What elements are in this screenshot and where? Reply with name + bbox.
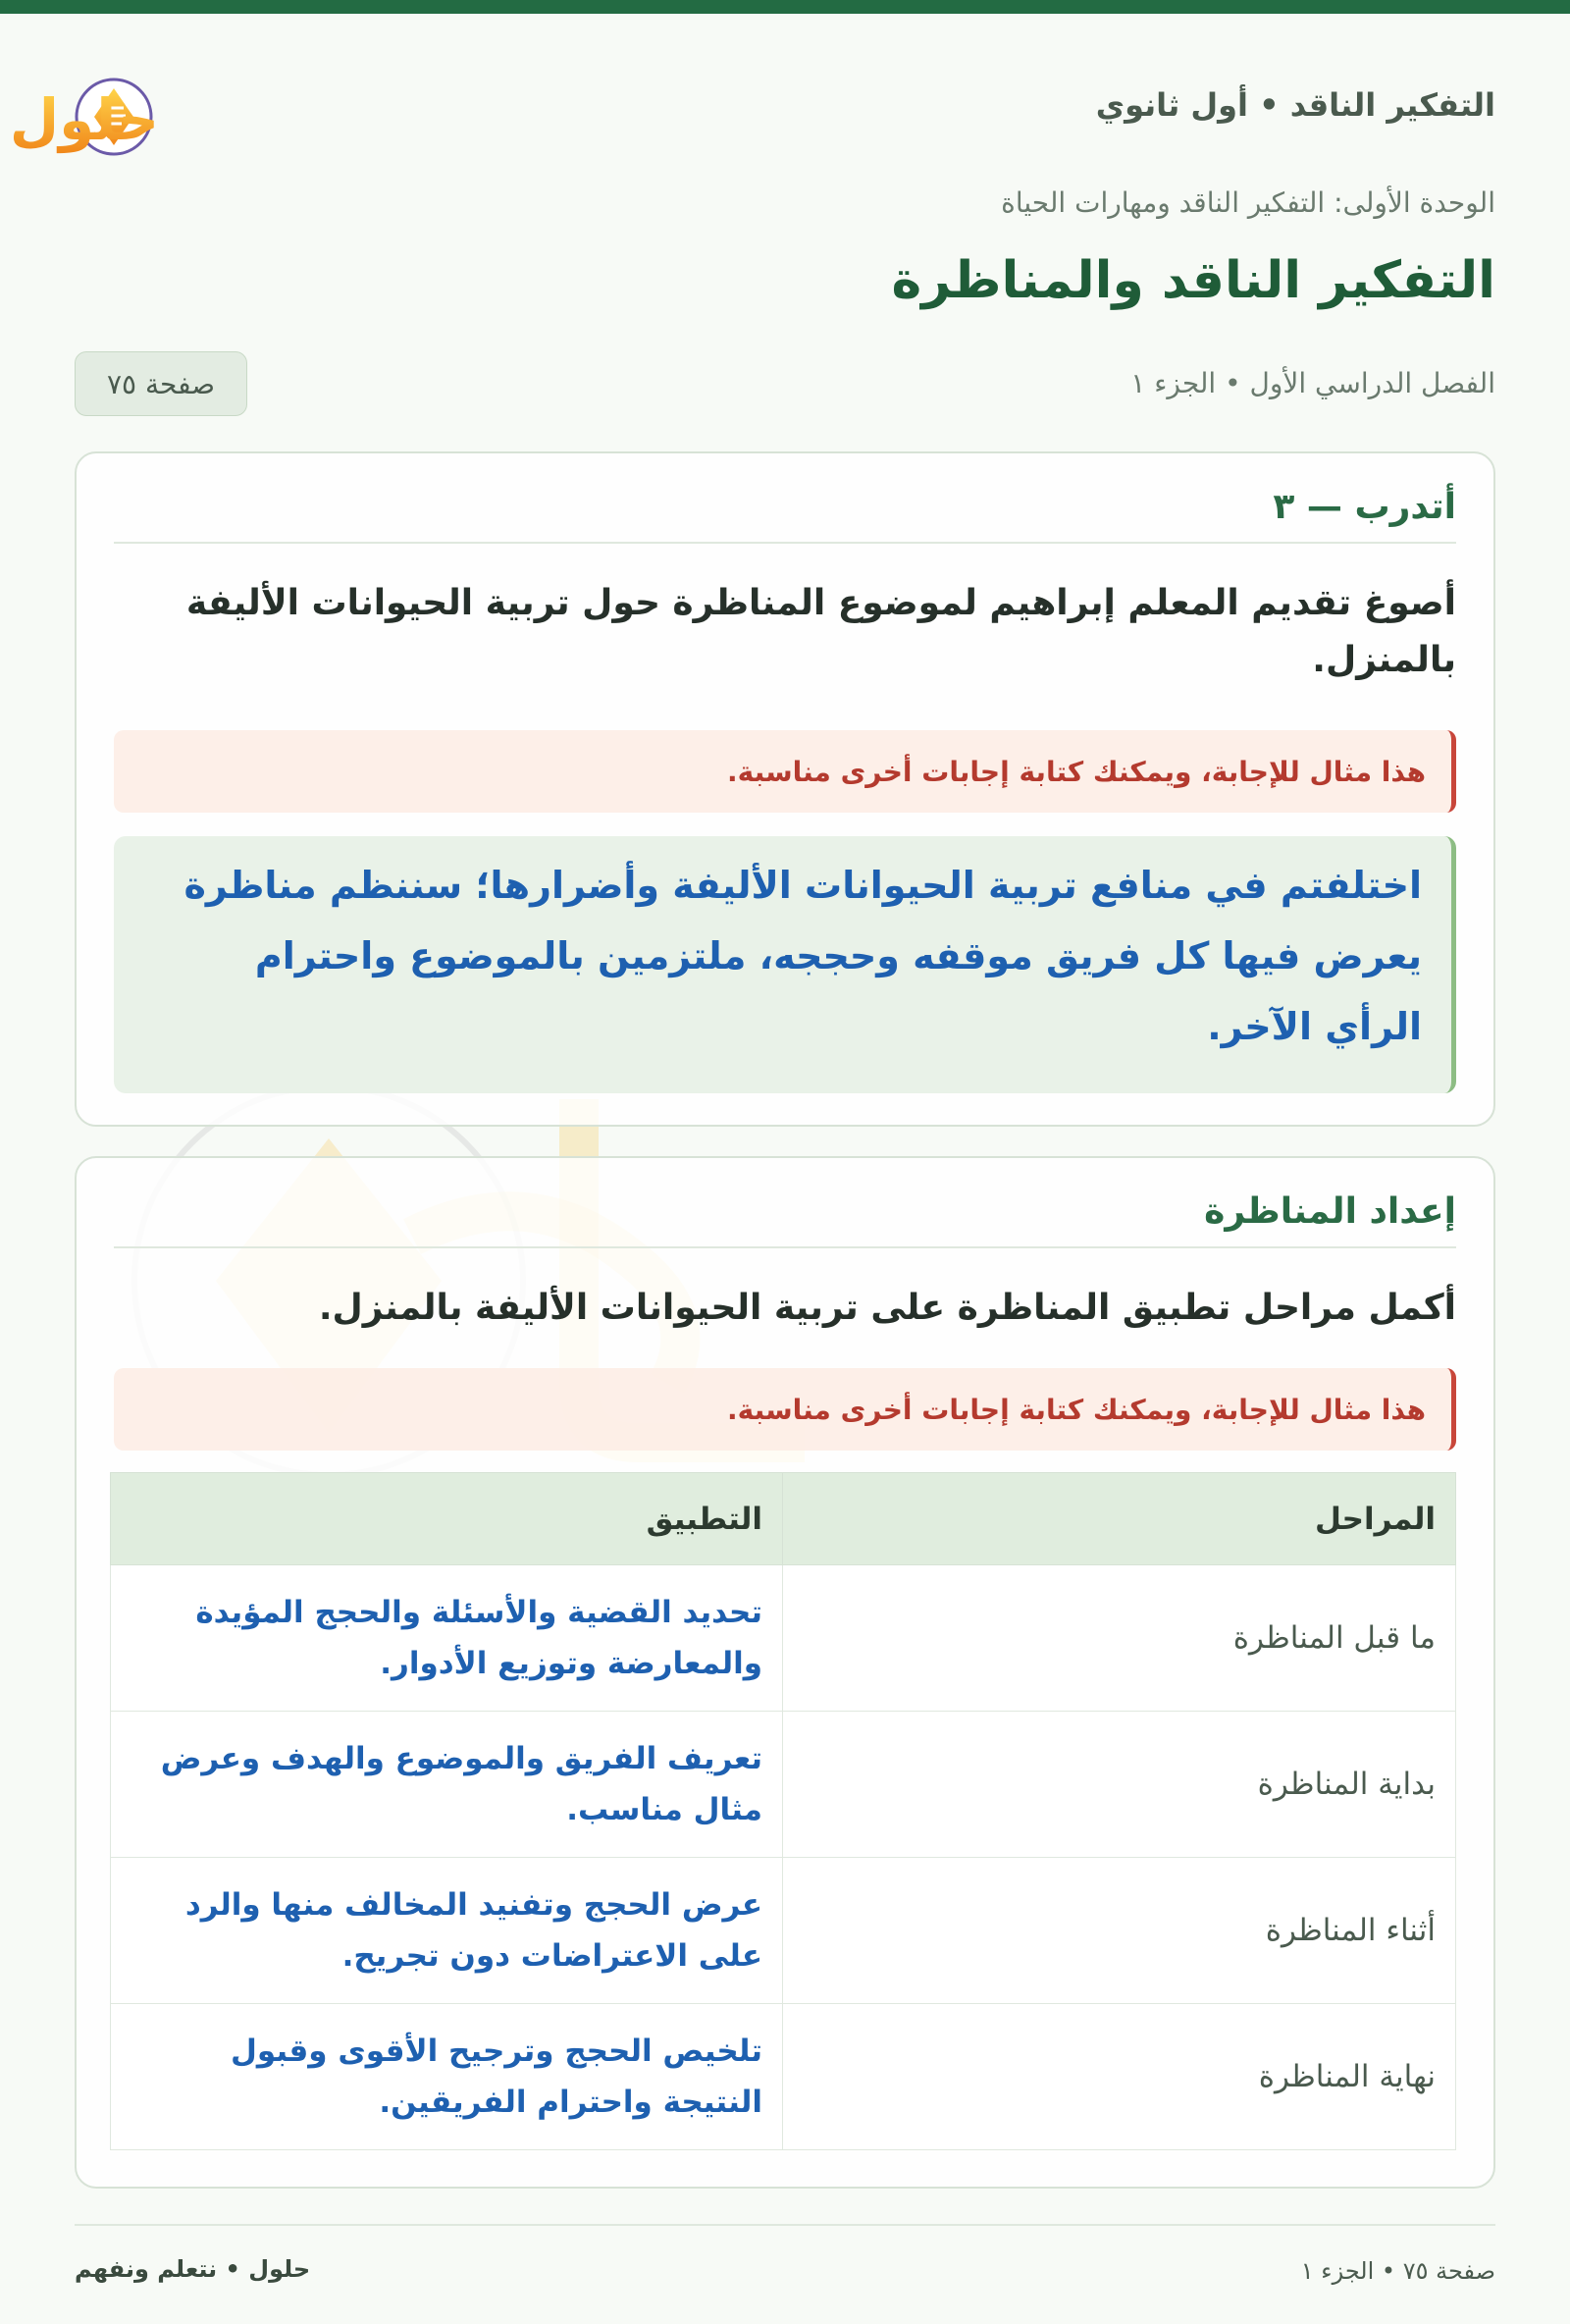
application-cell (111, 2004, 783, 2150)
svg-text:حلول: حلول (9, 86, 159, 153)
footer-brand: حلول • نتعلم ونفهم (75, 2255, 311, 2283)
footer-page-info: صفحة ٧٥ • الجزء ١ (1300, 2257, 1495, 2285)
question-line: بالمنزل. (1312, 640, 1456, 680)
unit-subtitle: الوحدة الأولى: التفكير الناقد ومهارات الحياة (1001, 186, 1495, 219)
application-line: عرض الحجج وتفنيد المخالف منها والرد (184, 1887, 762, 1923)
card-heading: أتدرب — ٣ (114, 487, 1456, 544)
exercise-card-practice (75, 451, 1495, 1127)
application-line: والمعارضة وتوزيع الأدوار. (380, 1646, 762, 1681)
answer-line: يعرض فيها كل فريق موقفه وحججه، ملتزمين بالموضوع واحترام (254, 934, 1422, 977)
term-info: الفصل الدراسي الأول • الجزء ١ (1130, 367, 1495, 399)
stage-cell: أثناء المناظرة (783, 1858, 1456, 2004)
question-line: أصوغ تقديم المعلم إبراهيم لموضوع المناظرة حول تربية الحيوانات الأليفة (185, 583, 1456, 623)
application-line: تحديد القضية والأسئلة والحجج المؤيدة (195, 1595, 762, 1630)
application-line: تعريف الفريق والموضوع والهدف وعرض (160, 1741, 762, 1776)
table-row (111, 2004, 1456, 2150)
page-header (9, 55, 1495, 163)
answer-line: اختلفتم في منافع تربية الحيوانات الأليفة وأضرارها؛ سننظم مناظرة (183, 864, 1422, 907)
column-header-application: التطبيق (111, 1473, 783, 1565)
top-accent-bar (0, 0, 1570, 14)
table-row (111, 1858, 1456, 2004)
answer-line: الرأي الآخر. (1207, 1005, 1422, 1048)
application-line: على الاعتراضات دون تجريح. (341, 1938, 762, 1974)
table-row (111, 1565, 1456, 1712)
page-title: التفكير الناقد والمناظرة (891, 251, 1495, 310)
model-answer (114, 836, 1456, 1093)
table-header-row (111, 1473, 1456, 1565)
table-row (111, 1712, 1456, 1858)
course-label: التفكير الناقد • أول ثانوي (1095, 86, 1495, 124)
answer-note: هذا مثال للإجابة، ويمكنك كتابة إجابات أخرى مناسبة. (114, 730, 1456, 813)
stage-cell: ما قبل المناظرة (783, 1565, 1456, 1712)
card-heading: إعداد المناظرة (114, 1191, 1456, 1248)
application-cell (111, 1858, 783, 2004)
footer-divider (75, 2224, 1495, 2226)
hulul-logo[interactable] (9, 61, 330, 159)
answer-note: هذا مثال للإجابة، ويمكنك كتابة إجابات أخرى مناسبة. (114, 1368, 1456, 1451)
application-line: مثال مناسب. (566, 1792, 762, 1827)
column-header-stages: المراحل (783, 1473, 1456, 1565)
question-text (114, 575, 1456, 689)
stage-cell: بداية المناظرة (783, 1712, 1456, 1858)
exercise-card-debate-prep (75, 1156, 1495, 2189)
application-cell (111, 1565, 783, 1712)
stage-cell: نهاية المناظرة (783, 2004, 1456, 2150)
debate-stages-table (110, 1472, 1456, 2150)
page-number-badge: صفحة ٧٥ (75, 351, 247, 416)
application-cell (111, 1712, 783, 1858)
application-line: تلخيص الحجج وترجيح الأقوى وقبول (231, 2034, 762, 2069)
application-line: النتيجة واحترام الفريقين. (379, 2085, 762, 2120)
question-text: أكمل مراحل تطبيق المناظرة على تربية الحيوانات الأليفة بالمنزل. (318, 1288, 1456, 1328)
